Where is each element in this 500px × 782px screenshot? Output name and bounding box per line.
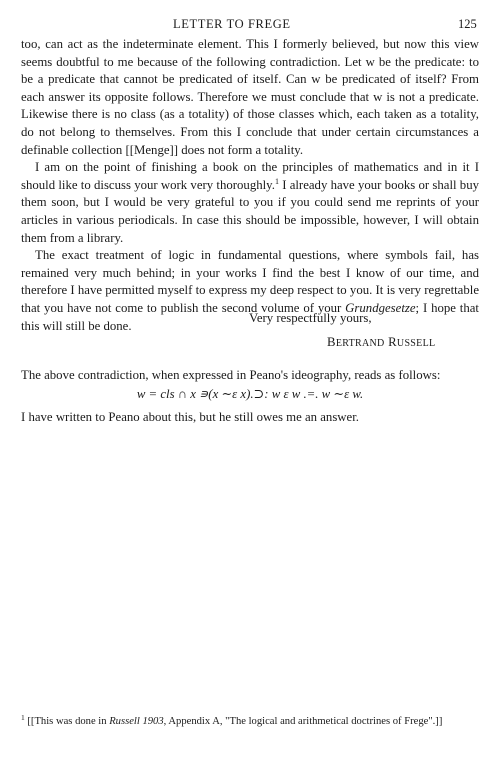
page-number: 125 <box>458 17 477 31</box>
signature-last-initial: R <box>388 335 397 349</box>
letter-body <box>21 36 479 335</box>
running-title: LETTER TO FREGE <box>173 17 291 31</box>
paragraph-2 <box>21 159 479 247</box>
postscript-final: I have written to Peano about this, but he still owes me an answer. <box>21 410 359 424</box>
paragraph-2-text-start: I am on the point of finishing a book on the principles of mathematics and in it I should like to discuss your work very thoroughly. <box>21 160 479 192</box>
letter-closing: Very respectfully yours, <box>249 311 372 325</box>
paragraph-2-text-end: I already have your books or shall buy them soon, but I would be very grateful to you if you could send me reprints of your articles in various periodicals. In case this should be impossible, however, I will obtain them from a library. <box>21 177 479 245</box>
signature <box>327 335 435 350</box>
paragraph-3-text: The exact treatment of logic in fundamental questions, where symbols fail, has remained very much behind; in your works I find the best I know of our time, and therefore I have permitted myself to express my deep respect to you. It is very regrettable that you have not come to publish the second volume of your <box>21 248 479 315</box>
signature-last-rest: USSELL <box>396 338 436 349</box>
paragraph-3-end: ; I hope that this will still be done. <box>21 300 479 333</box>
footnote-text-end: , Appendix A, "The logical and arithmetical doctrines of Frege".]] <box>163 716 443 727</box>
footnote <box>21 715 479 730</box>
footnote-text-start: [[This was done in <box>27 716 110 727</box>
running-header <box>0 14 500 34</box>
signature-first-initial: B <box>327 335 336 349</box>
footnote-reference: 1 <box>274 176 279 186</box>
grundgesetze-title: Grundgesetze <box>345 300 416 315</box>
footnote-citation: Russell 1903 <box>109 716 164 727</box>
signature-first-rest: ERTRAND <box>335 338 385 349</box>
paragraph-1: too, can act as the indeterminate element. This I formerly believed, but now this view seems doubtful to me because of the following contradiction. Let w be the predicate: to be a predicate that cannot be predicated of itself. Can w be predicated of itself? From each answer its opposite follows. Therefore we must conclude that w is not a predicate. Likewise there is no class (as a totality) of those classes which, each taken as a totality, do not belong to themselves. From this I conclude that under certain circumstances a definable collection [[Menge]] does not form a totality. <box>21 37 479 157</box>
footnote-mark: 1 <box>21 713 25 722</box>
postscript-intro: The above contradiction, when expressed in Peano's ideography, reads as follows: <box>21 368 441 382</box>
peano-formula: w = cls ∩ x ∍(x ∼ε x).⊃: w ε w .=. w ∼ε w. <box>136 387 364 401</box>
